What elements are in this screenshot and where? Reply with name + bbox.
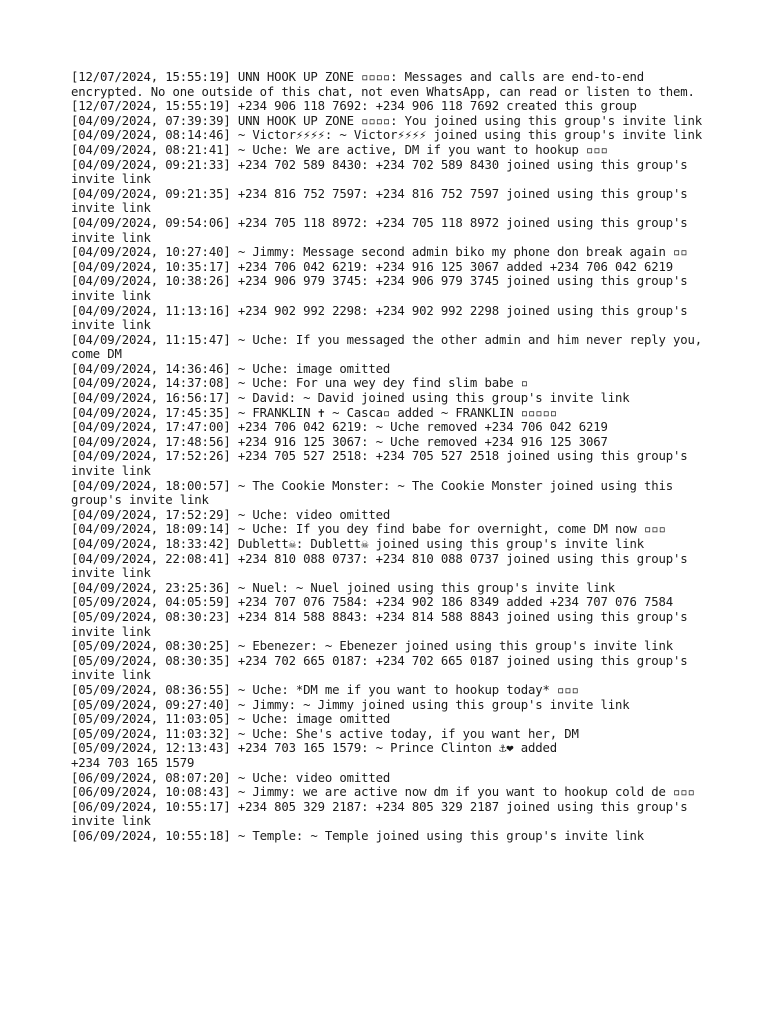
- message-line: [04/09/2024, 10:27:40] ~ Jimmy: Message second admin biko my phone don break again ▫▫: [71, 245, 688, 260]
- message-line: [04/09/2024, 18:00:57] ~ The Cookie Monster: ~ The Cookie Monster joined using this group's invite link: [71, 478, 681, 508]
- message-line: [04/09/2024, 14:36:46] ~ Uche: image omitted: [71, 361, 391, 376]
- message-line: [12/07/2024, 15:55:19] UNN HOOK UP ZONE ▫▫▫▫: Messages and calls are end-to-end encrypted. No one outside of this chat, not even WhatsApp, can read or listen to them.: [71, 70, 695, 99]
- message-line: [04/09/2024, 11:15:47] ~ Uche: If you messaged the other admin and him never reply you, come DM: [71, 332, 710, 362]
- message-line: [06/09/2024, 10:55:18] ~ Temple: ~ Temple joined using this group's invite link: [71, 828, 645, 843]
- message-line: [04/09/2024, 09:21:35] +234 816 752 7597: +234 816 752 7597 joined using this group's invite link: [71, 186, 695, 216]
- message-line: [04/09/2024, 17:48:56] +234 916 125 3067: ~ Uche removed +234 916 125 3067: [71, 434, 608, 449]
- message-line: [05/09/2024, 04:05:59] +234 707 076 7584: +234 902 186 8349 added +234 707 076 7584: [71, 595, 674, 610]
- message-line: [04/09/2024, 18:09:14] ~ Uche: If you dey find babe for overnight, come DM now ▫▫▫: [71, 522, 666, 537]
- message-line: [04/09/2024, 08:21:41] ~ Uche: We are active, DM if you want to hookup ▫▫▫: [71, 142, 608, 157]
- message-line: [04/09/2024, 22:08:41] +234 810 088 0737: +234 810 088 0737 joined using this group's invite link: [71, 551, 695, 581]
- message-line: [06/09/2024, 08:07:20] ~ Uche: video omitted: [71, 770, 391, 785]
- message-line: [04/09/2024, 09:21:33] +234 702 589 8430: +234 702 589 8430 joined using this group's invite link: [71, 157, 695, 187]
- message-line: [05/09/2024, 11:03:05] ~ Uche: image omitted: [71, 712, 391, 727]
- message-line: [04/09/2024, 16:56:17] ~ David: ~ David joined using this group's invite link: [71, 391, 630, 406]
- message-line: [04/09/2024, 07:39:39] UNN HOOK UP ZONE ▫▫▫▫: You joined using this group's invite link: [71, 113, 703, 128]
- message-line: [06/09/2024, 10:55:17] +234 805 329 2187: +234 805 329 2187 joined using this group's invite link: [71, 799, 695, 829]
- message-line: [05/09/2024, 08:30:35] +234 702 665 0187: +234 702 665 0187 joined using this group's invite link: [71, 653, 695, 683]
- message-line: [04/09/2024, 17:52:29] ~ Uche: video omitted: [71, 507, 391, 522]
- message-line: [05/09/2024, 11:03:32] ~ Uche: She's active today, if you want her, DM: [71, 726, 579, 741]
- message-line: [04/09/2024, 10:35:17] +234 706 042 6219: +234 916 125 3067 added +234 706 042 6219: [71, 259, 674, 274]
- message-line: [04/09/2024, 17:47:00] +234 706 042 6219: ~ Uche removed +234 706 042 6219: [71, 420, 608, 435]
- message-line: [04/09/2024, 23:25:36] ~ Nuel: ~ Nuel joined using this group's invite link: [71, 580, 616, 595]
- message-line: [05/09/2024, 08:30:25] ~ Ebenezer: ~ Ebenezer joined using this group's invite link: [71, 639, 674, 654]
- message-line: [04/09/2024, 10:38:26] +234 906 979 3745: +234 906 979 3745 joined using this group's invite link: [71, 274, 695, 303]
- message-line: [12/07/2024, 15:55:19] +234 906 118 7692: +234 906 118 7692 created this group: [71, 99, 637, 114]
- message-line: [06/09/2024, 10:08:43] ~ Jimmy: we are active now dm if you want to hookup cold de ▫▫▫: [71, 785, 695, 800]
- chat-transcript: [71, 70, 711, 843]
- message-line: [04/09/2024, 09:54:06] +234 705 118 8972: +234 705 118 8972 joined using this group's invite link: [71, 215, 695, 245]
- message-line: [05/09/2024, 12:13:43] +234 703 165 1579: ~ Prince Clinton ⚓❤ added +234 703 165 1579: [71, 741, 557, 770]
- message-line: [04/09/2024, 17:45:35] ~ FRANKLIN ✝ ~ Casca▫ added ~ FRANKLIN ▫▫▫▫▫: [71, 405, 557, 420]
- message-line: [04/09/2024, 08:14:46] ~ Victor⚡⚡⚡⚡: ~ Victor⚡⚡⚡⚡ joined using this group's invite link: [71, 128, 703, 143]
- message-line: [05/09/2024, 08:30:23] +234 814 588 8843: +234 814 588 8843 joined using this group's invite link: [71, 609, 695, 639]
- message-line: [05/09/2024, 09:27:40] ~ Jimmy: ~ Jimmy joined using this group's invite link: [71, 697, 630, 712]
- message-line: [04/09/2024, 14:37:08] ~ Uche: For una wey dey find slim babe ▫: [71, 376, 528, 391]
- message-line: [05/09/2024, 08:36:55] ~ Uche: *DM me if you want to hookup today* ▫▫▫: [71, 682, 579, 697]
- message-line: [04/09/2024, 17:52:26] +234 705 527 2518: +234 705 527 2518 joined using this group's invite link: [71, 449, 695, 479]
- message-line: [04/09/2024, 18:33:42] Dublett☠: Dublett☠ joined using this group's invite link: [71, 537, 645, 551]
- message-line: [04/09/2024, 11:13:16] +234 902 992 2298: +234 902 992 2298 joined using this group's invite link: [71, 303, 695, 333]
